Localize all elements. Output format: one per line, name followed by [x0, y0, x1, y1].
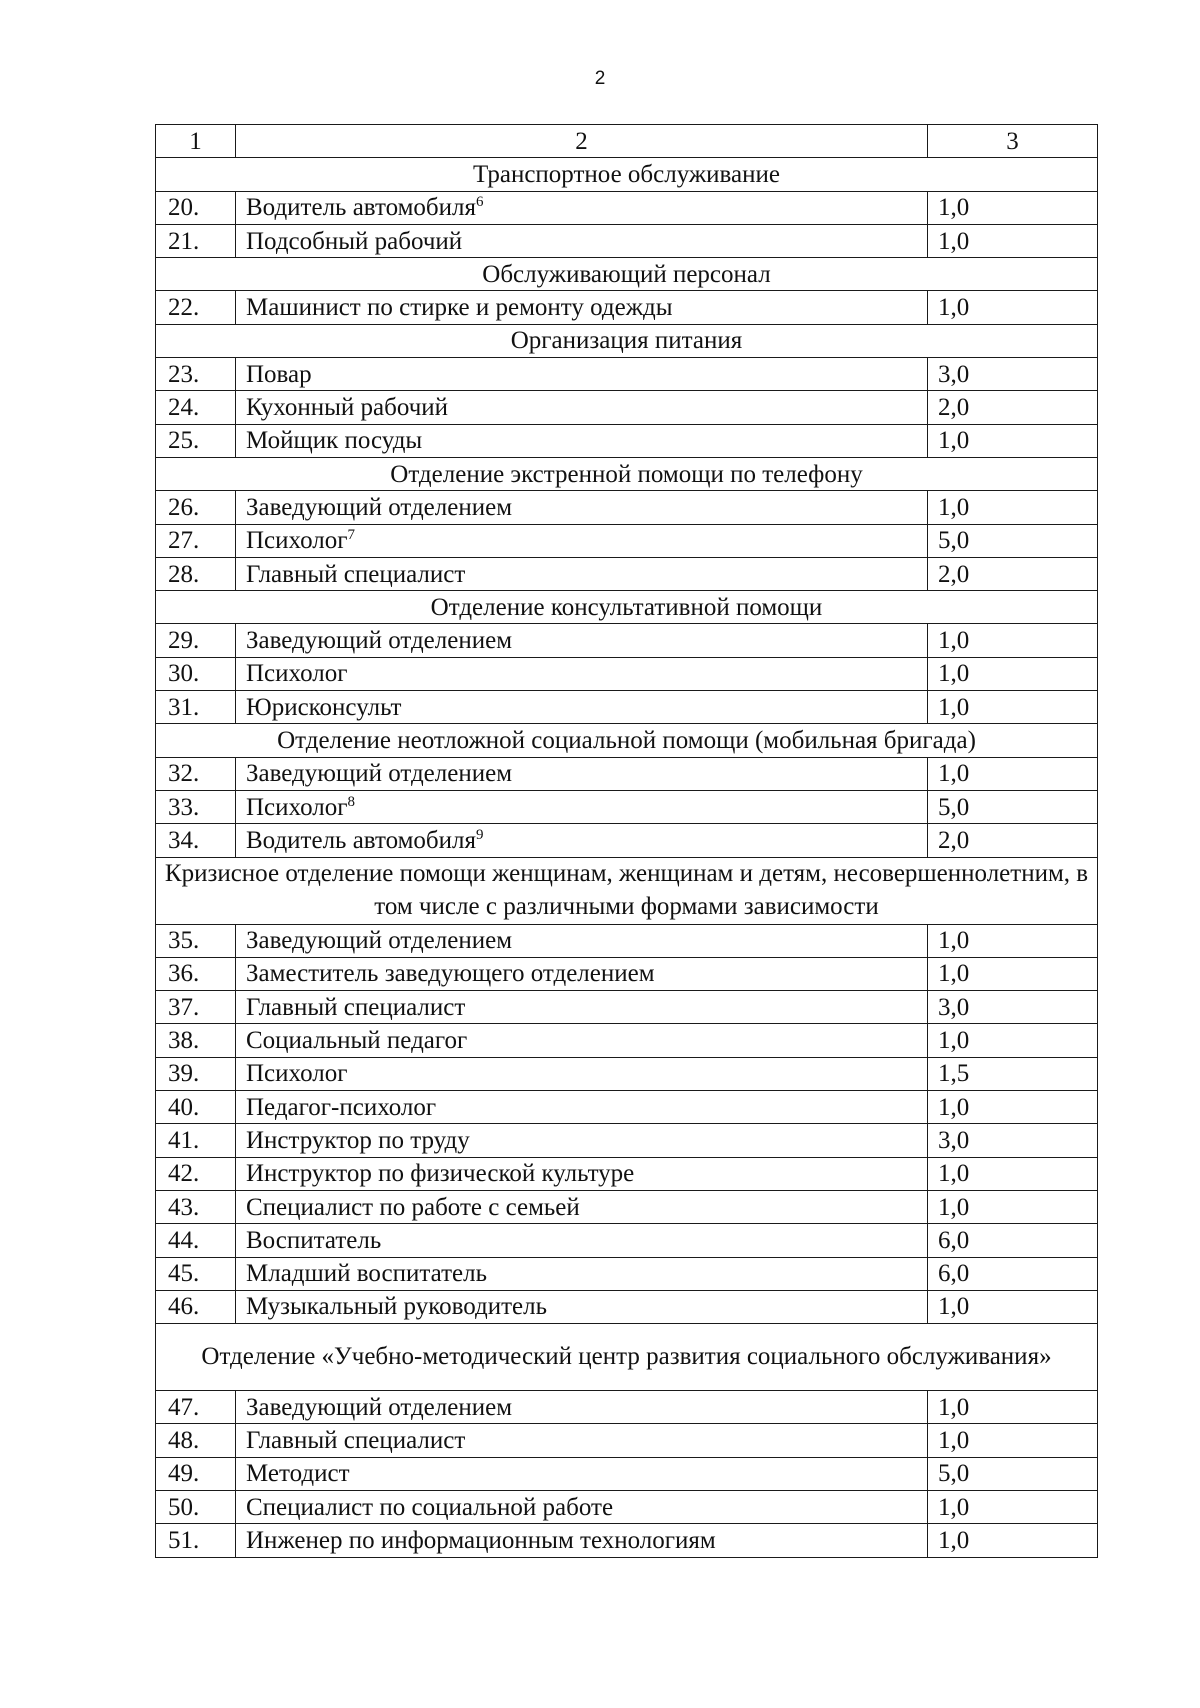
section-title: Кризисное отделение помощи женщинам, женщинам и детям, несовершеннолетним, в том числе с различными формами зависимости [156, 857, 1098, 924]
position-name: Машинист по стирке и ремонту одежды [246, 294, 673, 322]
position-name: Заведующий отделением [246, 1393, 513, 1421]
footnote-marker: 7 [347, 527, 355, 544]
table-row [156, 824, 1098, 857]
position-name: Воспитатель [246, 1226, 382, 1254]
staff-units: 1,0 [928, 957, 1098, 990]
table-row [156, 1290, 1098, 1323]
position-name: Заместитель заведующего отделением [246, 960, 655, 988]
position-cell [236, 1190, 928, 1223]
position-cell [236, 557, 928, 590]
staff-units: 1,0 [928, 1290, 1098, 1323]
staff-units: 1,0 [928, 924, 1098, 957]
footnote-marker: 9 [476, 826, 484, 843]
staff-units: 1,0 [928, 1391, 1098, 1424]
position-cell [236, 1024, 928, 1057]
section-title: Организация питания [156, 324, 1098, 357]
position-cell [236, 1490, 928, 1523]
position-cell [236, 491, 928, 524]
position-cell [236, 757, 928, 790]
table-row [156, 757, 1098, 790]
table-row [156, 691, 1098, 724]
row-number: 39. [156, 1057, 236, 1090]
position-name: Заведующий отделением [246, 627, 513, 655]
row-number: 40. [156, 1091, 236, 1124]
position-cell [236, 691, 928, 724]
position-name: Заведующий отделением [246, 760, 513, 788]
position-name: Специалист по социальной работе [246, 1493, 614, 1521]
position-name: Юрисконсульт [246, 693, 402, 721]
position-cell [236, 1290, 928, 1323]
row-number: 27. [156, 524, 236, 557]
position-name: Главный специалист [246, 1427, 466, 1455]
section-row [156, 258, 1098, 291]
table-row [156, 1457, 1098, 1490]
header-cell-3: 3 [928, 125, 1098, 158]
position-cell [236, 824, 928, 857]
section-row [156, 724, 1098, 757]
position-cell [236, 391, 928, 424]
section-title: Транспортное обслуживание [156, 158, 1098, 191]
row-number: 42. [156, 1157, 236, 1190]
table-row [156, 1024, 1098, 1057]
position-cell [236, 657, 928, 690]
staff-units: 3,0 [928, 991, 1098, 1024]
position-cell [236, 358, 928, 391]
section-row [156, 158, 1098, 191]
position-cell [236, 991, 928, 1024]
staff-units: 6,0 [928, 1257, 1098, 1290]
table-row [156, 1057, 1098, 1090]
staff-units: 1,0 [928, 1091, 1098, 1124]
position-cell [236, 291, 928, 324]
section-row [156, 1324, 1098, 1391]
staff-units: 1,0 [928, 1024, 1098, 1057]
section-row [156, 591, 1098, 624]
position-cell [236, 1391, 928, 1424]
staff-units: 1,0 [928, 1157, 1098, 1190]
staff-units: 3,0 [928, 358, 1098, 391]
staff-units: 2,0 [928, 391, 1098, 424]
row-number: 23. [156, 358, 236, 391]
position-name: Младший воспитатель [246, 1260, 487, 1288]
position-name: Повар [246, 360, 312, 388]
position-name: Кухонный рабочий [246, 394, 449, 422]
position-cell [236, 1257, 928, 1290]
position-cell [236, 224, 928, 257]
table-row [156, 1524, 1098, 1557]
position-name: Главный специалист [246, 560, 466, 588]
position-name: Специалист по работе с семьей [246, 1193, 580, 1221]
staff-table [155, 124, 1098, 1558]
position-name: Социальный педагог [246, 1027, 468, 1055]
table-row [156, 991, 1098, 1024]
table-row [156, 924, 1098, 957]
position-name: Мойщик посуды [246, 427, 423, 455]
staff-units: 3,0 [928, 1124, 1098, 1157]
position-cell [236, 1424, 928, 1457]
row-number: 36. [156, 957, 236, 990]
table-row [156, 1124, 1098, 1157]
position-name: Подсобный рабочий [246, 227, 463, 255]
position-cell [236, 624, 928, 657]
staff-units: 1,0 [928, 1190, 1098, 1223]
position-name: Методист [246, 1460, 350, 1488]
staff-units: 6,0 [928, 1224, 1098, 1257]
row-number: 51. [156, 1524, 236, 1557]
position-cell [236, 191, 928, 224]
position-cell [236, 790, 928, 823]
page-number: 2 [594, 68, 606, 89]
position-cell [236, 1224, 928, 1257]
position-cell [236, 924, 928, 957]
staff-units: 1,0 [928, 491, 1098, 524]
row-number: 31. [156, 691, 236, 724]
position-cell [236, 1524, 928, 1557]
table-row [156, 1424, 1098, 1457]
section-row [156, 324, 1098, 357]
section-title: Отделение неотложной социальной помощи (мобильная бригада) [156, 724, 1098, 757]
table-row [156, 1091, 1098, 1124]
staff-units: 1,5 [928, 1057, 1098, 1090]
staff-units: 1,0 [928, 1490, 1098, 1523]
position-name: Музыкальный руководитель [246, 1293, 548, 1321]
staff-units: 1,0 [928, 691, 1098, 724]
staff-units: 1,0 [928, 624, 1098, 657]
staff-units: 1,0 [928, 657, 1098, 690]
table-row [156, 1190, 1098, 1223]
staff-units: 2,0 [928, 557, 1098, 590]
row-number: 46. [156, 1290, 236, 1323]
table-row [156, 957, 1098, 990]
header-cell-1: 1 [156, 125, 236, 158]
staff-units: 2,0 [928, 824, 1098, 857]
position-name: Главный специалист [246, 993, 466, 1021]
section-title: Отделение консультативной помощи [156, 591, 1098, 624]
row-number: 30. [156, 657, 236, 690]
section-title: Отделение «Учебно-методический центр развития социального обслуживания» [156, 1324, 1098, 1391]
row-number: 32. [156, 757, 236, 790]
position-name: Психолог [246, 527, 348, 555]
staff-units: 1,0 [928, 1424, 1098, 1457]
table-header [156, 125, 1098, 158]
position-cell [236, 524, 928, 557]
position-name: Инструктор по физической культуре [246, 1160, 635, 1188]
footnote-marker: 6 [476, 194, 484, 211]
row-number: 35. [156, 924, 236, 957]
staff-units: 1,0 [928, 757, 1098, 790]
table-row [156, 1391, 1098, 1424]
row-number: 47. [156, 1391, 236, 1424]
staff-units: 1,0 [928, 1524, 1098, 1557]
table-row [156, 358, 1098, 391]
table-row [156, 524, 1098, 557]
row-number: 50. [156, 1490, 236, 1523]
row-number: 22. [156, 291, 236, 324]
row-number: 33. [156, 790, 236, 823]
position-name: Инструктор по труду [246, 1126, 470, 1154]
table-row [156, 391, 1098, 424]
table-row [156, 1224, 1098, 1257]
row-number: 26. [156, 491, 236, 524]
table-row [156, 624, 1098, 657]
position-cell [236, 1457, 928, 1490]
position-name: Психолог [246, 1060, 348, 1088]
position-name: Психолог [246, 793, 348, 821]
position-cell [236, 1057, 928, 1090]
table-row [156, 557, 1098, 590]
staff-units: 5,0 [928, 1457, 1098, 1490]
staff-units: 1,0 [928, 424, 1098, 457]
position-name: Заведующий отделением [246, 493, 513, 521]
table-row [156, 191, 1098, 224]
row-number: 25. [156, 424, 236, 457]
row-number: 43. [156, 1190, 236, 1223]
section-title: Отделение экстренной помощи по телефону [156, 457, 1098, 490]
row-number: 29. [156, 624, 236, 657]
row-number: 38. [156, 1024, 236, 1057]
table-row [156, 1257, 1098, 1290]
staff-units: 1,0 [928, 224, 1098, 257]
staff-units: 1,0 [928, 191, 1098, 224]
staff-units: 5,0 [928, 790, 1098, 823]
header-row [156, 125, 1098, 158]
position-name: Психолог [246, 660, 348, 688]
position-name: Водитель автомобиля [246, 194, 476, 222]
table-row [156, 224, 1098, 257]
footnote-marker: 8 [347, 793, 355, 810]
staff-units: 5,0 [928, 524, 1098, 557]
position-cell [236, 957, 928, 990]
table-body [156, 158, 1098, 1557]
row-number: 44. [156, 1224, 236, 1257]
position-name: Педагог-психолог [246, 1093, 437, 1121]
staff-units: 1,0 [928, 291, 1098, 324]
row-number: 45. [156, 1257, 236, 1290]
table-row [156, 424, 1098, 457]
header-cell-2: 2 [236, 125, 928, 158]
row-number: 49. [156, 1457, 236, 1490]
row-number: 28. [156, 557, 236, 590]
row-number: 37. [156, 991, 236, 1024]
position-cell [236, 424, 928, 457]
row-number: 20. [156, 191, 236, 224]
position-name: Заведующий отделением [246, 927, 513, 955]
position-cell [236, 1157, 928, 1190]
position-name: Инженер по информационным технологиям [246, 1526, 716, 1554]
position-cell [236, 1124, 928, 1157]
row-number: 21. [156, 224, 236, 257]
table-row [156, 491, 1098, 524]
section-title: Обслуживающий персонал [156, 258, 1098, 291]
row-number: 41. [156, 1124, 236, 1157]
table-row [156, 1490, 1098, 1523]
section-row [156, 457, 1098, 490]
row-number: 48. [156, 1424, 236, 1457]
row-number: 34. [156, 824, 236, 857]
table-row [156, 1157, 1098, 1190]
section-row [156, 857, 1098, 924]
table-row [156, 291, 1098, 324]
position-name: Водитель автомобиля [246, 826, 476, 854]
table-row [156, 790, 1098, 823]
position-cell [236, 1091, 928, 1124]
row-number: 24. [156, 391, 236, 424]
table-row [156, 657, 1098, 690]
